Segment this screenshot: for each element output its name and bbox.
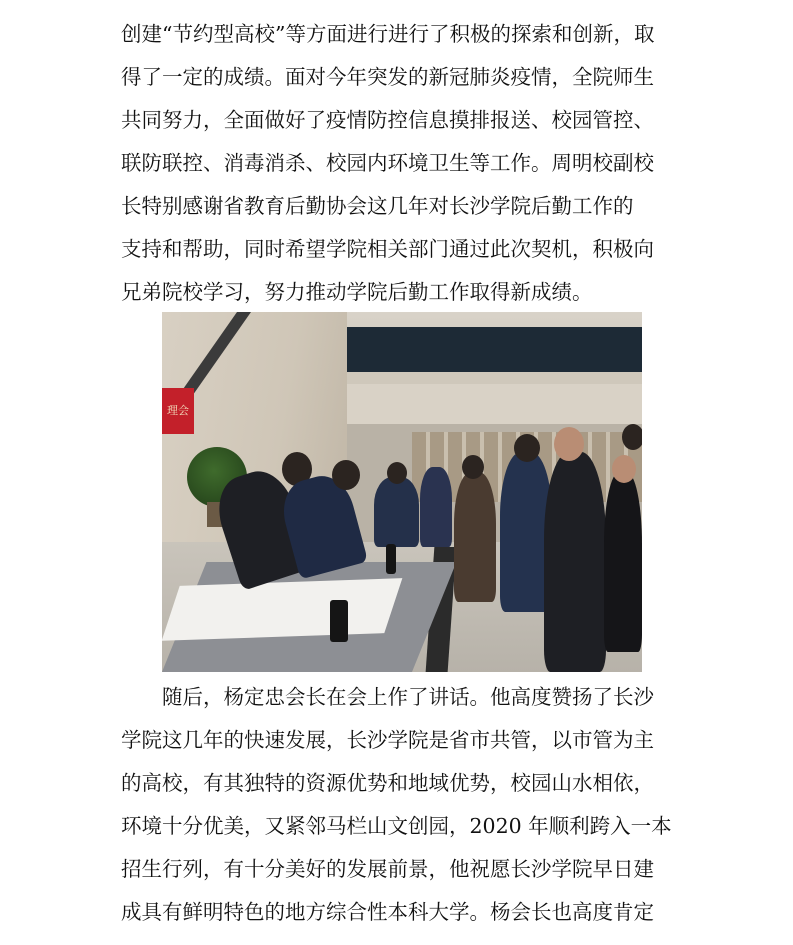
text-line: 得了一定的成绩。面对今年突发的新冠肺炎疫情，全院师生 (121, 65, 654, 89)
text-line: 招生行列，有十分美好的发展前景，他祝愿长沙学院早日建 (121, 857, 654, 881)
photo-person-head (387, 462, 407, 484)
paragraph-1 (121, 13, 676, 314)
text-line: 长特别感谢省教育后勤协会这几年对长沙学院后勤工作的 (121, 194, 634, 218)
text-line: 联防联控、消毒消杀、校园内环境卫生等工作。周明校副校 (121, 151, 654, 175)
photo-ink-bottle (386, 544, 396, 574)
event-photo (162, 312, 642, 672)
text-line: 创建“节约型高校”等方面进行进行了积极的探索和创新，取 (121, 22, 655, 46)
text-line: 环境十分优美，又紧邻马栏山文创园，2020 年顺利跨入一本 (121, 814, 672, 838)
photo-person-head (514, 434, 540, 462)
photo-paper-sheet (162, 578, 402, 641)
photo-person (544, 452, 606, 672)
text-line: 随后，杨定忠会长在会上作了讲话。他高度赞扬了长沙 (162, 685, 654, 709)
photo-person-head (462, 455, 484, 479)
photo-person-face (612, 455, 636, 483)
text-line: 共同努力，全面做好了疫情防控信息摸排报送、校园管控、 (121, 108, 654, 132)
text-line: 的高校，有其独特的资源优势和地域优势，校园山水相依， (121, 771, 654, 795)
text-line: 成具有鲜明特色的地方综合性本科大学。杨会长也高度肯定 (121, 900, 654, 924)
photo-person-head (332, 460, 360, 490)
photo-person (420, 467, 452, 547)
text-line: 学院这几年的快速发展，长沙学院是省市共管，以市管为主 (121, 728, 654, 752)
photo-person (604, 472, 642, 652)
photo-balcony-rail (342, 372, 642, 384)
photo-red-banner: 理会 (162, 388, 194, 434)
text-line: 兄弟院校学习，努力推动学院后勤工作取得新成绩。 (121, 280, 593, 304)
photo-person (454, 472, 496, 602)
photo-person (374, 477, 419, 547)
photo-person-head (622, 424, 642, 450)
photo-upper-floor (342, 384, 642, 424)
photo-ink-bottle (330, 600, 348, 642)
paragraph-2 (121, 676, 676, 934)
photo-person-face (554, 427, 584, 461)
text-line: 支持和帮助，同时希望学院相关部门通过此次契机，积极向 (121, 237, 654, 261)
